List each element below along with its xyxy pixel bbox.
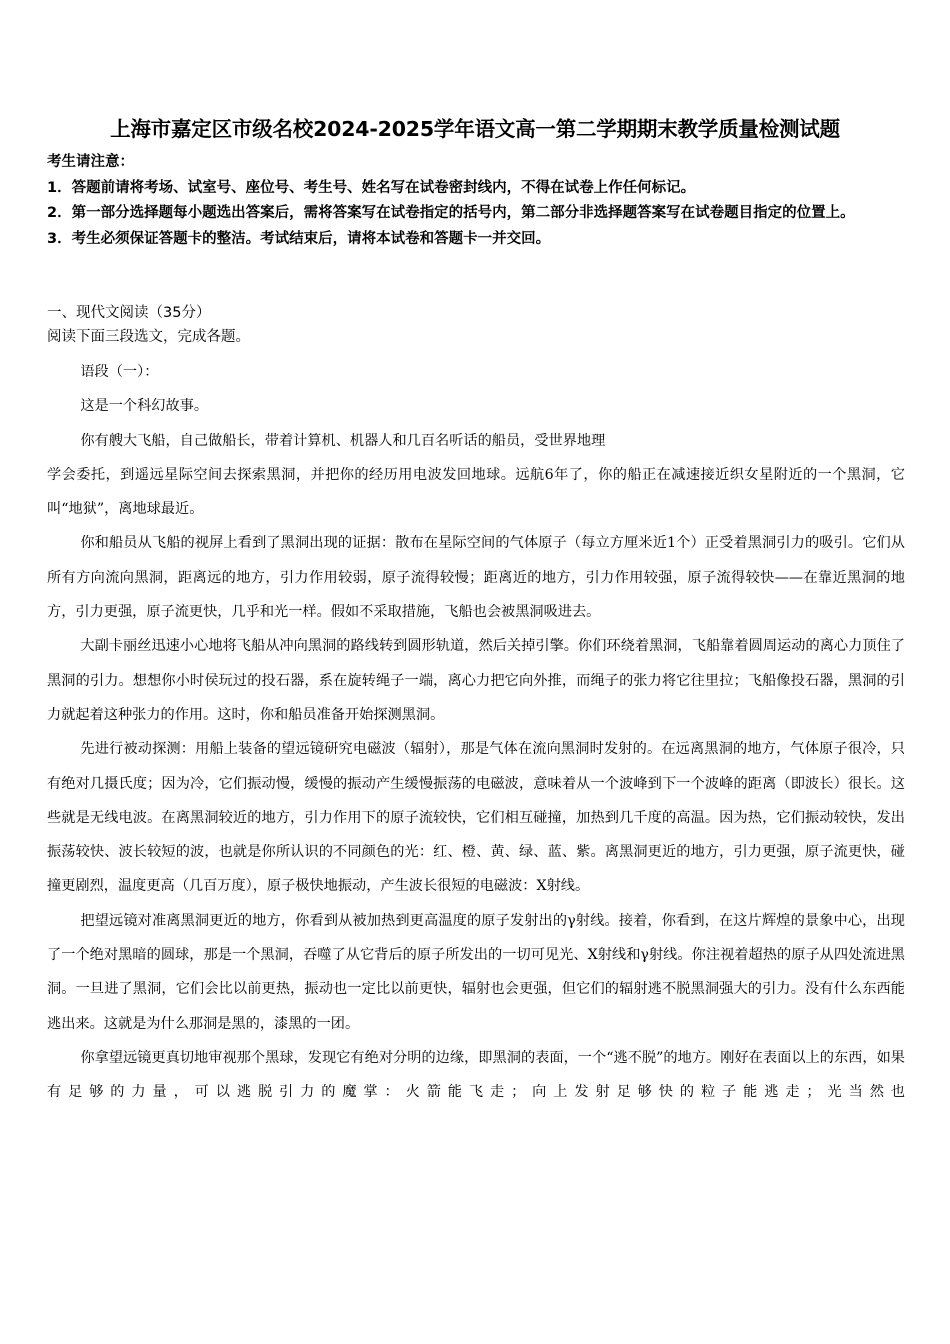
passage-label: 语段（一）： <box>80 364 159 380</box>
section-instruction: 阅读下面三段选文，完成各题。 <box>47 329 250 345</box>
paragraph-1-first-line: 你有艘大飞船，自己做船长，带着计算机、机器人和几百名听话的船员，受世界地理 <box>80 432 606 449</box>
passage-body <box>47 355 905 1110</box>
paragraph-3: 大副卡丽丝迅速小心地将飞船从冲向黑洞的路线转到圆形轨道，然后关掉引擎。你们环绕着黑洞，飞船靠着圆周运动的离心力顶住了黑洞的引力。想想你小时侯玩过的投石器，系在旋转绳子一端，离心力把它向外推，而绳子的张力将它往里拉；飞船像投石器，黑洞的引力就起着这种张力的作用。这时，你和船员准备开始探测黑洞。 <box>47 638 905 723</box>
candidate-notice <box>47 150 907 252</box>
notice-heading: 考生请注意： <box>47 154 134 170</box>
exam-title: 上海市嘉定区市级名校2024-2025学年语文高一第二学期期末教学质量检测试题 <box>110 117 840 141</box>
paragraph-2: 你和船员从飞船的视屏上看到了黑洞出现的证据：散布在星际空间的气体原子（每立方厘米近1个）正受着黑洞引力的吸引。它们从所有方向流向黑洞，距离远的地方，引力作用较弱，原子流得较慢；距离近的地方，引力作用较强，原子流得较快——在靠近黑洞的地方，引力更强，原子流更快，几乎和光一样。假如不采取措施，飞船也会被黑洞吸进去。 <box>47 535 905 621</box>
passage-intro: 这是一个科幻故事。 <box>80 398 209 415</box>
section-heading: 一、现代文阅读（35分） <box>47 305 211 321</box>
paragraph-4: 先进行被动探测：用船上装备的望远镜研究电磁波（辐射），那是气体在流向黑洞时发射的。在远离黑洞的地方，气体原子很冷，只有绝对几摄氏度；因为冷，它们振动慢，缓慢的振动产生缓慢振荡的电磁波，意味着从一个波峰到下一个波峰的距离（即波长）很长。这些就是无线电波。在离黑洞较近的地方，引力作用下的原子流较快，它们相互碰撞，加热到几千度的高温。因为热，它们振动较快，发出振荡较快、波长较短的波，也就是你所认识的不同颜色的光：红、橙、黄、绿、蓝、紫。离黑洞更近的地方，引力更强，原子流更快，碰撞更剧烈，温度更高（几百万度），原子极快地振动，产生波长很短的电磁波：X射线。 <box>47 741 905 895</box>
paragraph-6: 你拿望远镜更真切地审视那个黑球，发现它有绝对分明的边缘，即黑洞的表面，一个“逃不脱”的地方。刚好在表面以上的东西，如果有足够的力量，可以逃脱引力的魔掌：火箭能飞走；向上发射足够快的粒子能逃走；光当然也 <box>47 1049 905 1101</box>
notice-item-3: 3．考生必须保证答题卡的整洁。考试结束后，请将本试卷和答题卡一并交回。 <box>47 230 551 247</box>
paragraph-1-rest: 学会委托，到遥远星际空间去探索黑洞，并把你的经历用电波发回地球。远航6年了，你的船正在减速接近织女星附近的一个黑洞，它叫“地狱”，离地球最近。 <box>47 466 905 518</box>
paragraph-5: 把望远镜对准离黑洞更近的地方，你看到从被加热到更高温度的原子发射出的γ射线。接着，你看到，在这片辉煌的景象中心，出现了一个绝对黑暗的圆球，那是一个黑洞，吞噬了从它背后的原子所发出的一切可见光、X射线和γ射线。你注视着超热的原子从四处流进黑洞。一旦进了黑洞，它们会比以前更热，振动也一定比以前更快，辐射也会更强，但它们的辐射逃不脱黑洞强大的引力。没有什么东西能逃出来。这就是为什么那洞是黑的，漆黑的一团。 <box>47 912 905 1032</box>
notice-item-1: 1．答题前请将考场、试室号、座位号、考生号、姓名写在试卷密封线内，不得在试卷上作任何标记。 <box>47 179 696 196</box>
notice-item-2: 2．第一部分选择题每小题选出答案后，需将答案写在试卷指定的括号内，第二部分非选择题答案写在试卷题目指定的位置上。 <box>47 205 855 221</box>
